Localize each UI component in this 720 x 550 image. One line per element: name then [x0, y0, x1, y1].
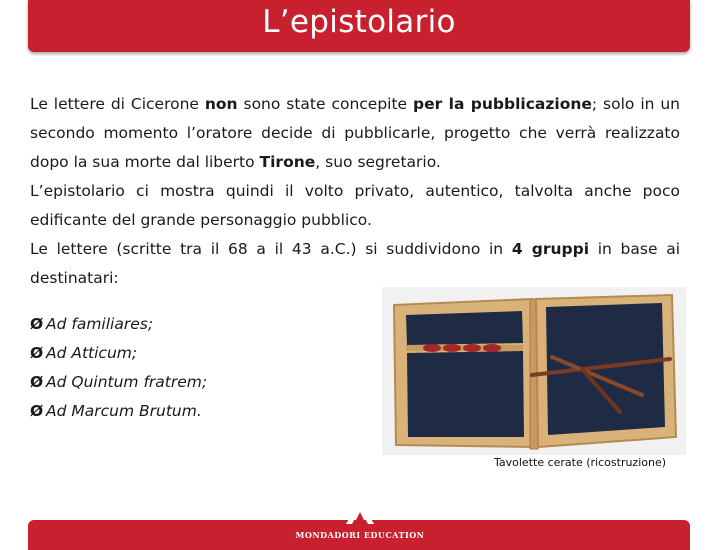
list-item [30, 397, 370, 426]
paragraph [30, 177, 680, 235]
paragraph-text: L’epistolario ci mostra quindi il volto privato, autentico, talvolta anche poco edificante del grande personaggio pubblico. [30, 182, 680, 229]
list-item-label: Ad Atticum; [46, 344, 138, 362]
emphasis-text: 4 gruppi [511, 240, 590, 258]
paragraph [30, 90, 680, 177]
title-bar [28, 0, 690, 52]
list-item [30, 368, 370, 397]
paragraph-text: Le lettere (scritte tra il 68 a il 43 a.C.) si suddividono in [30, 240, 512, 258]
list-item-label: Ad Marcum Brutum. [46, 402, 202, 420]
arrow-bullet-icon: Ø [30, 315, 44, 333]
paragraph-text: ; solo in un secondo momento l’oratore decide di pubblicarle, progetto che verrà realizzato dopo la sua morte dal liberto [30, 95, 681, 171]
wax-tablets-photo [382, 287, 686, 455]
wax-tablets-illustration [382, 287, 686, 455]
list-item-label: Ad Quintum fratrem; [46, 373, 208, 391]
emphasis-text: non [204, 95, 238, 113]
paragraph-text: Le lettere di Cicerone [30, 95, 205, 113]
emphasis-text: Tirone [259, 153, 316, 171]
paragraph-text: , suo segretario. [315, 153, 441, 171]
arrow-bullet-icon: Ø [30, 402, 44, 420]
mondadori-logo-icon [0, 498, 720, 526]
image-caption: Tavolette cerate (ricostruzione) [494, 456, 667, 469]
body-text [30, 90, 680, 293]
logo-text: MONDADORI EDUCATION [295, 530, 425, 540]
slide-title: L’epistolario [262, 4, 456, 40]
arrow-bullet-icon: Ø [30, 344, 44, 362]
emphasis-text: per la pubblicazione [413, 95, 592, 113]
paragraph [30, 235, 680, 293]
paragraph-text: sono state concepite [237, 95, 413, 113]
paragraph-text: in base ai destinatari: [30, 240, 680, 287]
list-item-label: Ad familiares; [46, 315, 154, 333]
recipient-list [30, 310, 370, 426]
arrow-bullet-icon: Ø [30, 373, 44, 391]
list-item [30, 339, 370, 368]
list-item [30, 310, 370, 339]
